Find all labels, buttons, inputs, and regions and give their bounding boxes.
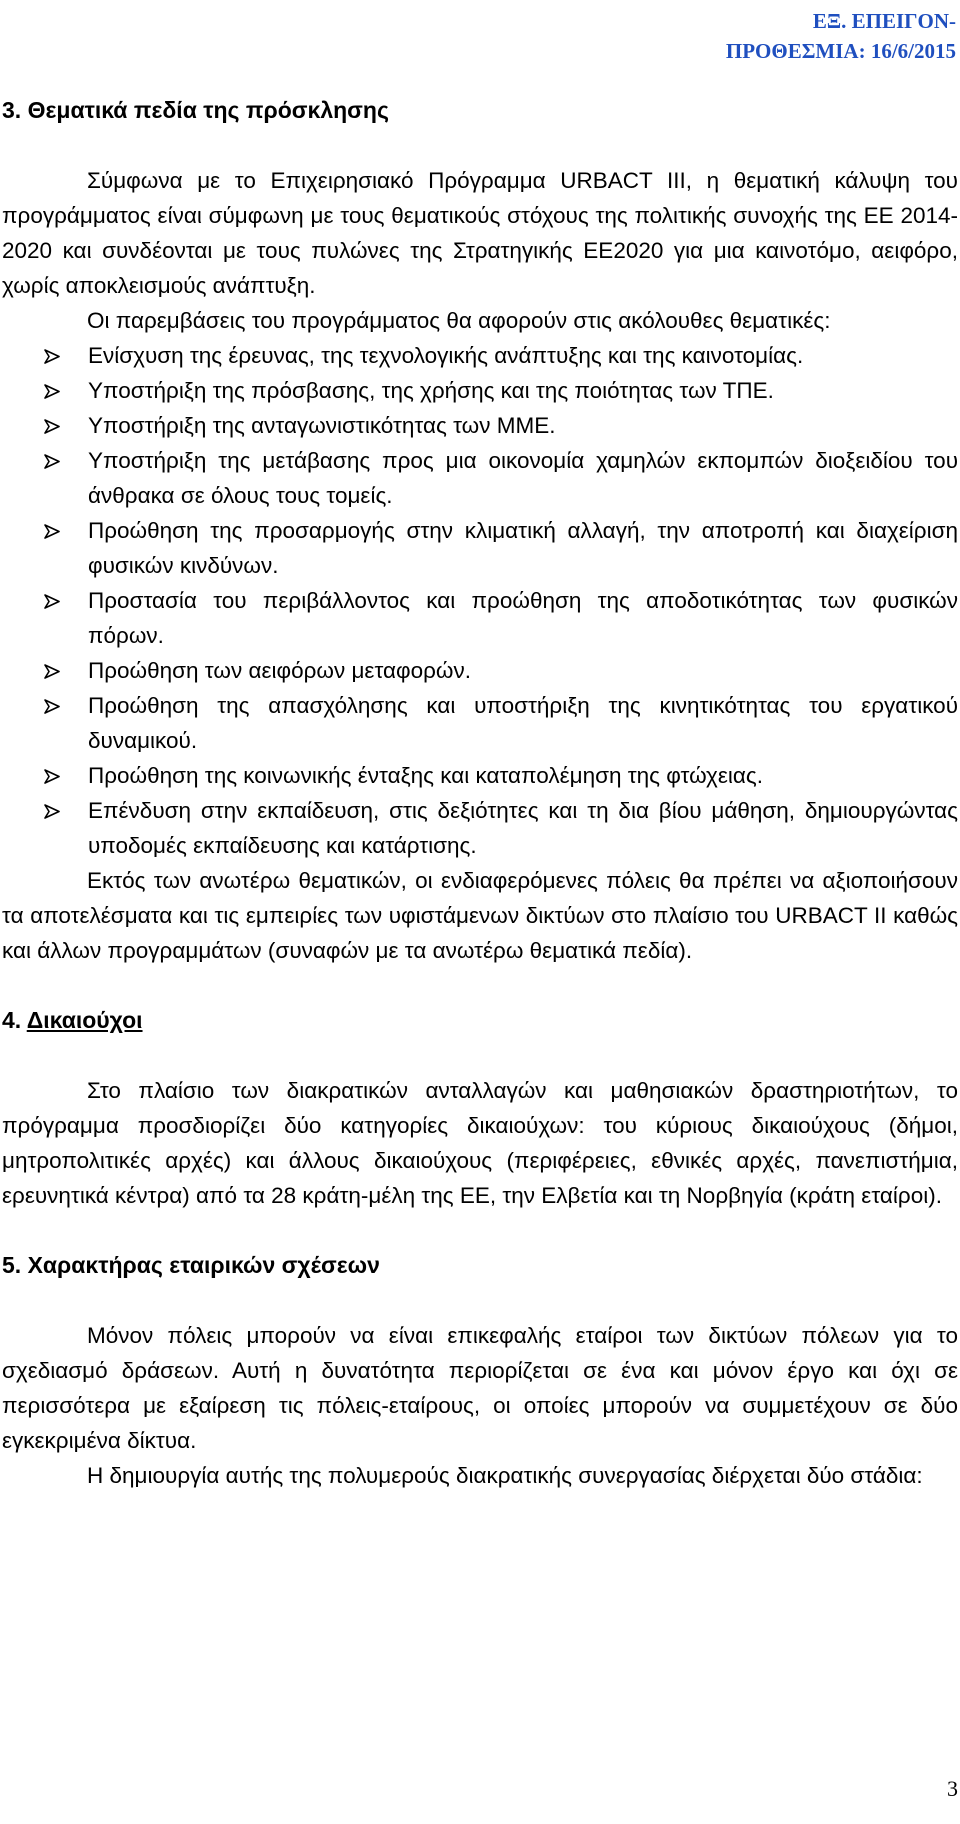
page-number: 3 — [947, 1776, 958, 1801]
section-3-themes-intro: Οι παρεμβάσεις του προγράμματος θα αφορούν στις ακόλουθες θεματικές: — [87, 308, 831, 333]
theme-bullet-item — [2, 653, 958, 688]
section-4-heading — [2, 1003, 958, 1038]
arrowhead-bullet-icon — [44, 688, 64, 723]
spacer — [2, 1038, 958, 1073]
section-3-intro-paragraph: Σύμφωνα με το Επιχειρησιακό Πρόγραμμα URBACT III, η θεματική κάλυψη του προγράμματος είναι σύμφωνη με τους θεματικούς στόχους της πολιτικής συνοχής της ΕΕ 2014-2020 και συνδέονται με τους πυλώνες της Στρατηγικής ΕΕ2020 για μια καινοτόμο, αειφόρο, χωρίς αποκλεισμούς ανάπτυξη. — [2, 168, 958, 298]
themes-bullet-list — [2, 338, 958, 863]
spacer — [2, 1213, 958, 1248]
theme-bullet-item — [2, 793, 958, 863]
theme-bullet-item — [2, 443, 958, 513]
theme-bullet-text: Προώθηση της απασχόλησης και υποστήριξη της κινητικότητας του εργατικού δυναμικού. — [88, 693, 958, 753]
theme-bullet-item — [2, 758, 958, 793]
theme-bullet-text: Υποστήριξη της ανταγωνιστικότητας των ΜΜΕ. — [88, 413, 556, 438]
section-4-paragraph: Στο πλαίσιο των διακρατικών ανταλλαγών και μαθησιακών δραστηριοτήτων, το πρόγραμμα προσδιορίζει δύο κατηγορίες δικαιούχων: του κύριους δικαιούχους (δήμοι, μητροπολιτικές αρχές) και άλλους δικαιούχους (περιφέρειες, εθνικές αρχές, πανεπιστήμια, ερευνητικά κέντρα) από τα 28 κράτη-μέλη της ΕΕ, την Ελβετία και τη Νορβηγία (κράτη εταίροι). — [2, 1078, 958, 1208]
theme-bullet-item — [2, 373, 958, 408]
arrowhead-bullet-icon — [44, 443, 64, 478]
theme-bullet-text: Επένδυση στην εκπαίδευση, στις δεξιότητες και τη δια βίου μάθηση, δημιουργώντας υποδομές εκπαίδευσης και κατάρτισης. — [88, 798, 958, 858]
theme-bullet-text: Προώθηση της προσαρμογής στην κλιματική αλλαγή, την αποτροπή και διαχείριση φυσικών κινδύνων. — [88, 518, 958, 578]
document-body — [2, 93, 958, 1493]
theme-bullet-text: Προώθηση των αειφόρων μεταφορών. — [88, 658, 471, 683]
arrowhead-bullet-icon — [44, 793, 64, 828]
urgent-label: ΕΞ. ΕΠΕΙΓΟΝ- — [812, 9, 956, 33]
theme-bullet-item — [2, 513, 958, 583]
section-4-title: Δικαιούχοι — [26, 1007, 143, 1033]
arrowhead-bullet-icon — [44, 338, 64, 373]
theme-bullet-item — [2, 338, 958, 373]
theme-bullet-text: Υποστήριξη της μετάβασης προς μια οικονομία χαμηλών εκπομπών διοξειδίου του άνθρακα σε όλους τους τομείς. — [88, 448, 958, 508]
theme-bullet-item — [2, 583, 958, 653]
theme-bullet-item — [2, 688, 958, 758]
section-5-paragraph-1: Μόνον πόλεις μπορούν να είναι επικεφαλής εταίροι των δικτύων πόλεων για το σχεδιασμό δράσεων. Αυτή η δυνατότητα περιορίζεται σε ένα και μόνον έργο και όχι σε περισσότερα με εξαίρεση τις πόλεις-εταίρους, οι οποίες μπορούν να συμμετέχουν σε δύο εγκεκριμένα δίκτυα. — [2, 1323, 958, 1453]
deadline-label: ΠΡΟΘΕΣΜΙΑ: 16/6/2015 — [725, 39, 956, 63]
spacer — [2, 1283, 958, 1318]
theme-bullet-text: Προστασία του περιβάλλοντος και προώθηση της αποδοτικότητας των φυσικών πόρων. — [88, 588, 958, 648]
arrowhead-bullet-icon — [44, 513, 64, 548]
section-4-number: 4. — [2, 1007, 27, 1033]
arrowhead-bullet-icon — [44, 408, 64, 443]
theme-bullet-text: Προώθηση της κοινωνικής ένταξης και καταπολέμηση της φτώχειας. — [88, 763, 763, 788]
spacer — [2, 128, 958, 163]
theme-bullet-item — [2, 408, 958, 443]
urgent-deadline-stamp — [626, 6, 956, 66]
section-5-heading: 5. Χαρακτήρας εταιρικών σχέσεων — [2, 1252, 380, 1278]
spacer — [2, 968, 958, 1003]
arrowhead-bullet-icon — [44, 758, 64, 793]
arrowhead-bullet-icon — [44, 583, 64, 618]
theme-bullet-text: Ενίσχυση της έρευνας, της τεχνολογικής ανάπτυξης και της καινοτομίας. — [88, 343, 804, 368]
section-5-paragraph-2: Η δημιουργία αυτής της πολυμερούς διακρατικής συνεργασίας διέρχεται δύο στάδια: — [87, 1463, 923, 1488]
arrowhead-bullet-icon — [44, 653, 64, 688]
section-3-closing-paragraph: Εκτός των ανωτέρω θεματικών, οι ενδιαφερόμενες πόλεις θα πρέπει να αξιοποιήσουν τα αποτελέσματα και τις εμπειρίες των υφιστάμενων δικτύων στο πλαίσιο του URBACT II καθώς και άλλων προγραμμάτων (συναφών με τα ανωτέρω θεματικά πεδία). — [2, 868, 958, 963]
arrowhead-bullet-icon — [44, 373, 64, 408]
theme-bullet-text: Υποστήριξη της πρόσβασης, της χρήσης και της ποιότητας των ΤΠΕ. — [88, 378, 774, 403]
section-3-heading: 3. Θεματικά πεδία της πρόσκλησης — [2, 97, 389, 123]
